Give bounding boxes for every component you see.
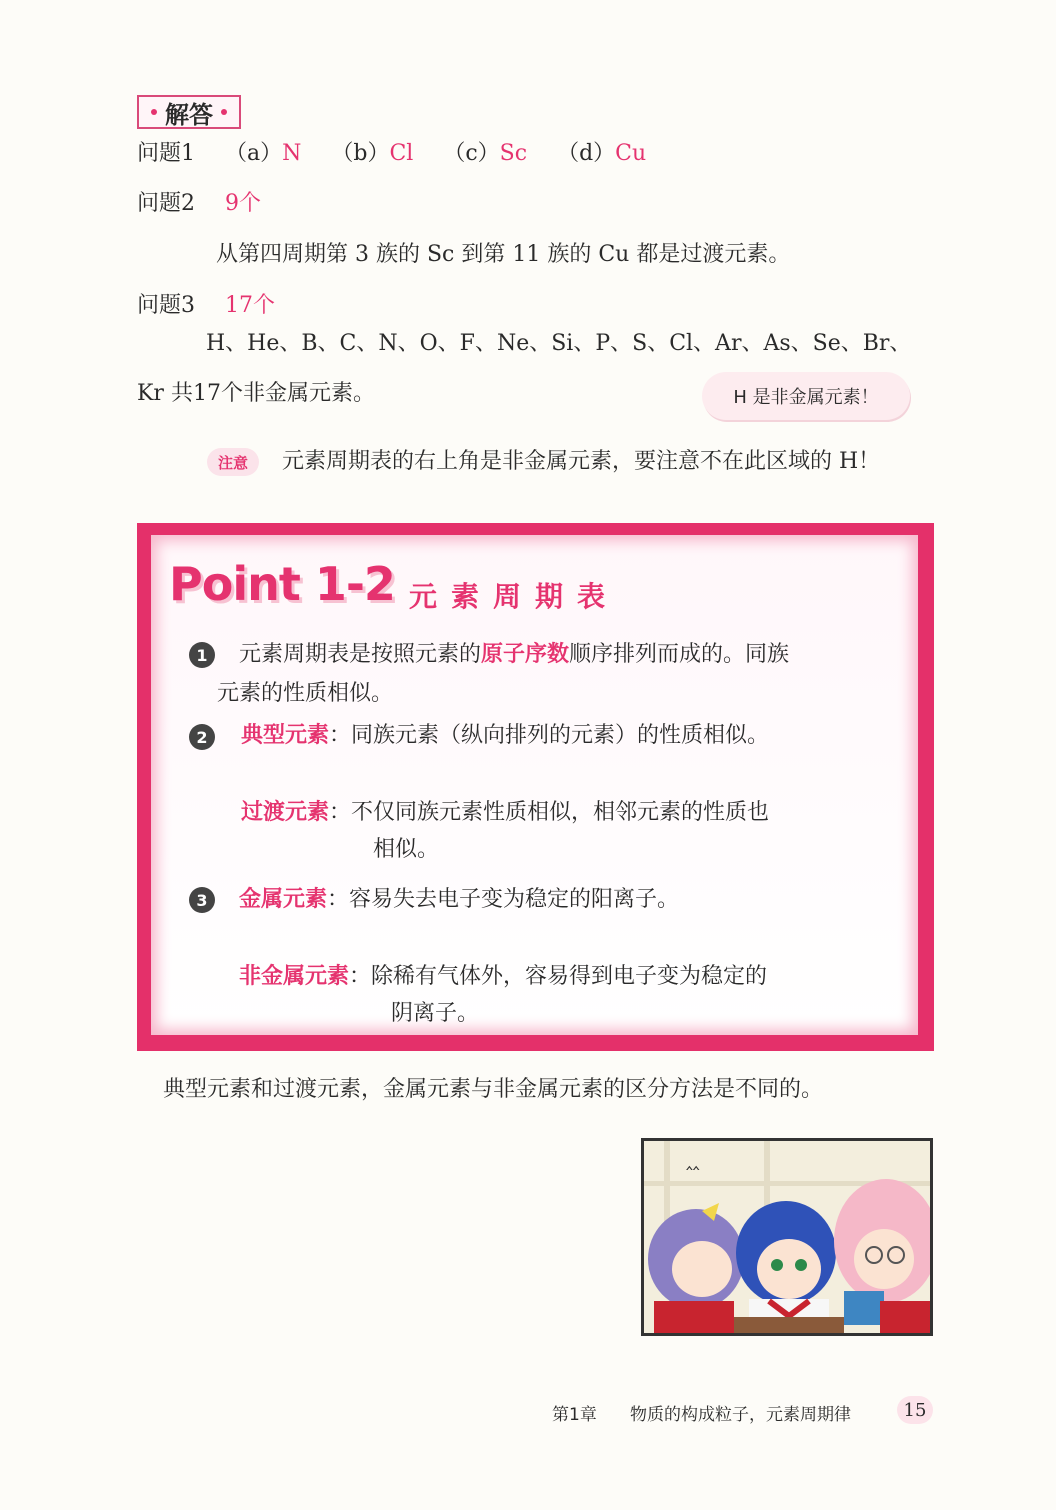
point-item-3-key: 金属元素 [239, 887, 328, 912]
point-item-3b-key: 非金属元素 [239, 964, 350, 989]
number-1-icon: 1 [189, 642, 215, 668]
cartoon-illustration [641, 1138, 933, 1336]
footer-chapter: 第1章 [552, 1405, 597, 1425]
number-3-icon: 3 [189, 887, 215, 913]
q2-explanation: 从第四周期第 3 族的 Sc 到第 11 族的 Cu 都是过渡元素。 [216, 242, 791, 267]
point-item-2-line [241, 721, 769, 751]
q3-answer: 17个 [225, 293, 275, 318]
q1-a-prefix: （a） [225, 141, 283, 166]
q1-d-value: Cu [615, 141, 647, 166]
point-box-inner [151, 535, 918, 1035]
cartoon-drawing [644, 1141, 930, 1333]
summary-text: 典型元素和过渡元素，金属元素与非金属元素的区分方法是不同的。 [163, 1077, 824, 1102]
q1-line [137, 138, 646, 170]
answer-label-text: 解答 [165, 100, 213, 129]
speech-bubble-text: H 是非金属元素！ [733, 387, 879, 408]
q2-label: 问题2 [137, 191, 195, 216]
page-number-text: 15 [903, 1399, 927, 1421]
point-item-3b-text: ：除稀有气体外，容易得到电子变为稳定的 [349, 964, 768, 989]
dot-icon [151, 109, 157, 115]
note-text: 元素周期表的右上角是非金属元素，要注意不在此区域的 H！ [282, 449, 881, 474]
q1-c-value: Sc [499, 141, 528, 166]
point-item-3-text: ：容易失去电子变为稳定的阳离子。 [327, 887, 680, 912]
point-item-3b-line1 [239, 962, 767, 992]
point-item-1-text-a: 元素周期表是按照元素的 [239, 642, 482, 667]
point-title: 元素周期表 [409, 580, 620, 613]
point-item-2-key: 典型元素 [241, 723, 330, 748]
point-item-2-text: ：同族元素（纵向排列的元素）的性质相似。 [329, 723, 770, 748]
point-item-2b-text: ：不仅同族元素性质相似，相邻元素的性质也 [329, 800, 770, 825]
q3-explanation-line1: H、He、B、C、N、O、F、Ne、Si、P、S、Cl、Ar、As、Se、Br、 [206, 331, 912, 356]
point-item-3b-line2: 阴离子。 [391, 1001, 480, 1026]
point-item-2b-key: 过渡元素 [241, 800, 330, 825]
point-item-1-text-b: 顺序排列而成的。同族 [569, 642, 790, 667]
point-item-2b-line1 [241, 798, 769, 828]
point-item-1-key: 原子序数 [481, 642, 570, 667]
q2-answer: 9个 [225, 191, 261, 216]
footer-chapter-title: 物质的构成粒子，元素周期律 [630, 1405, 851, 1425]
q2-line [137, 188, 261, 220]
q1-a-value: N [282, 141, 302, 166]
point-item-3-line [239, 885, 679, 915]
speech-bubble [702, 372, 910, 420]
point-box [137, 523, 934, 1051]
q1-label: 问题1 [137, 141, 195, 166]
answer-label [137, 95, 241, 129]
dot-icon [221, 109, 227, 115]
q3-label: 问题3 [137, 293, 195, 318]
q1-c-prefix: （c） [443, 141, 500, 166]
q3-explanation-line2: Kr 共17个非金属元素。 [137, 381, 375, 406]
number-2-icon: 2 [189, 724, 215, 750]
q1-b-prefix: （b） [331, 141, 390, 166]
q3-line [137, 290, 275, 322]
svg-text:‸‸: ‸‸ [686, 1146, 700, 1170]
note-tag-text: 注意 [217, 453, 248, 472]
point-item-2b-line2: 相似。 [373, 837, 440, 862]
point-heading: Point 1-2 [169, 557, 395, 611]
point-item-1-line2: 元素的性质相似。 [217, 681, 394, 706]
note-tag [207, 448, 259, 476]
q1-d-prefix: （d） [557, 141, 616, 166]
page-number [897, 1396, 933, 1424]
q1-b-value: Cl [389, 141, 414, 166]
point-item-1-line1 [239, 640, 789, 670]
